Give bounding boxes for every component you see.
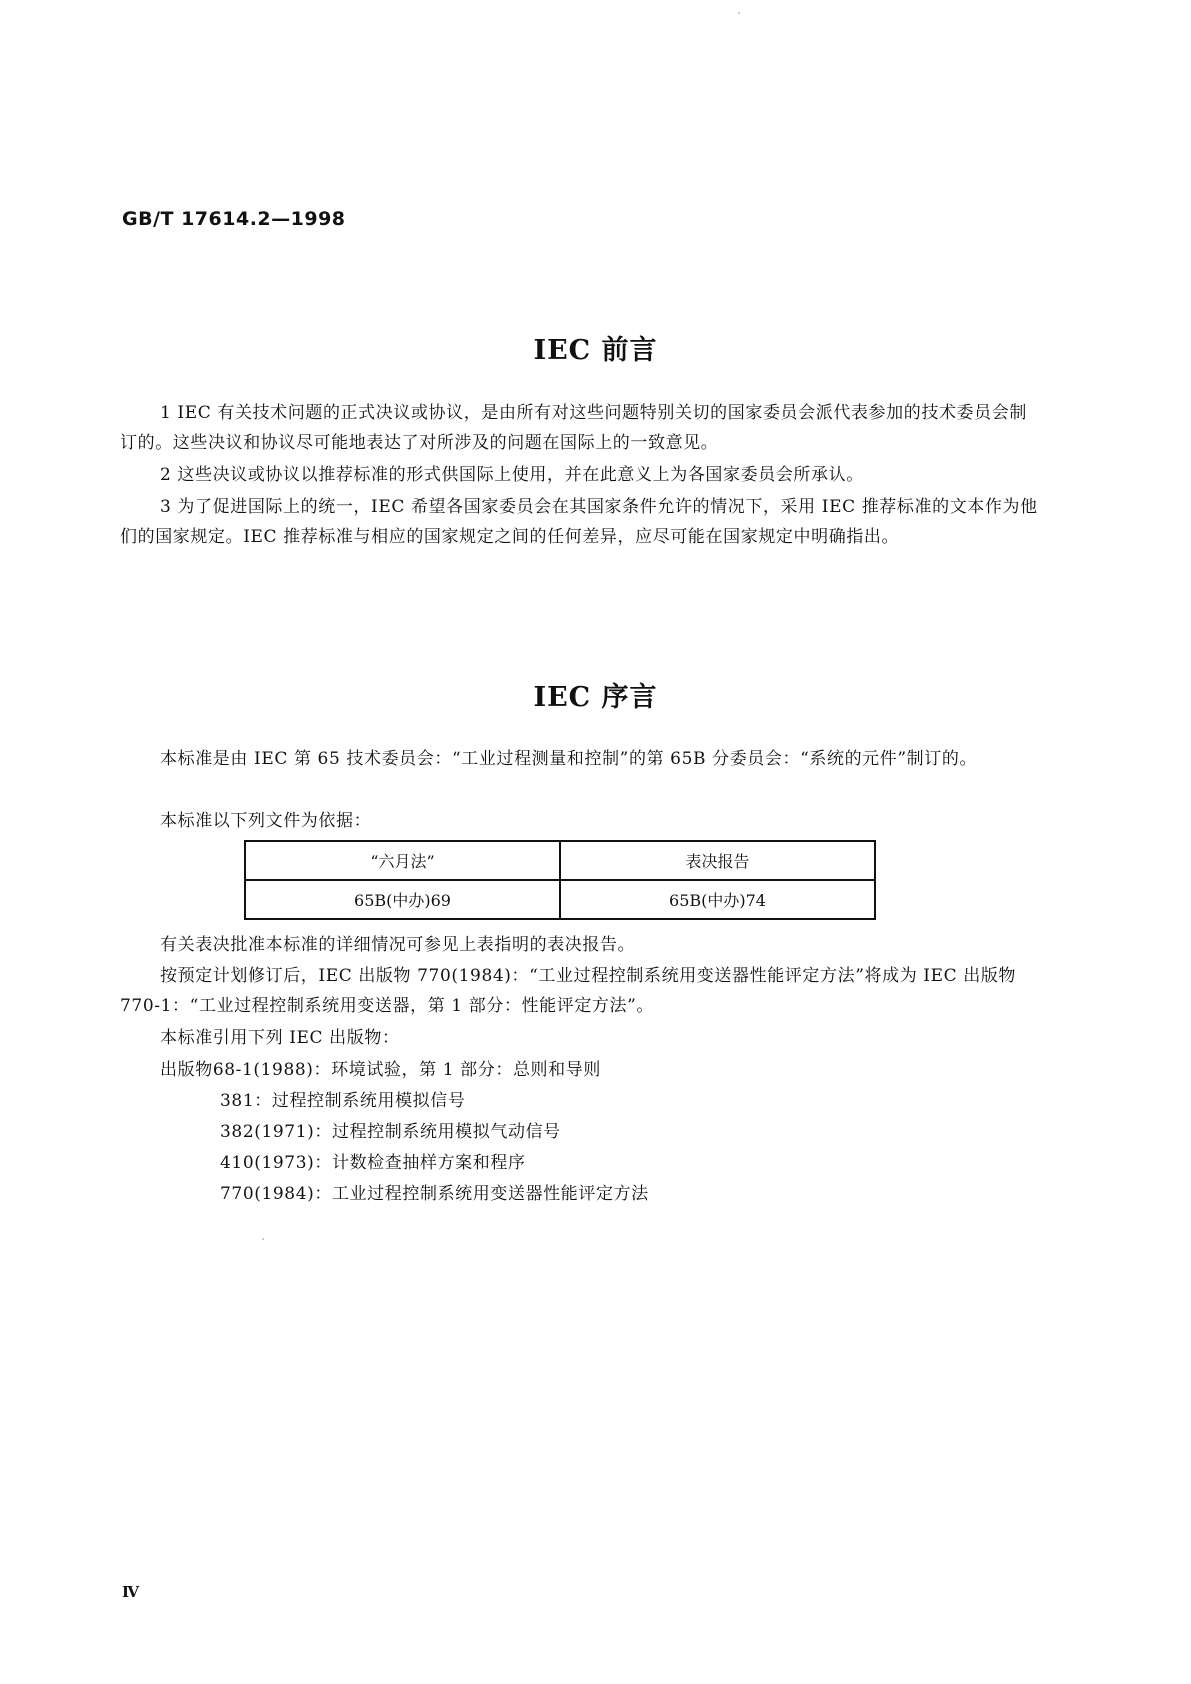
foreword-paragraph-1: 1 IEC 有关技术问题的正式决议或协议，是由所有对这些问题特别关切的国家委员会派代表参加的技术委员会制订的。这些决议和协议尽可能地表达了对所涉及的问题在国际上的一致意见。 — [120, 403, 1027, 453]
documents-table — [244, 840, 876, 920]
preface-intro: 本标准是由 IEC 第 65 技术委员会：“工业过程测量和控制”的第 65B 分委员会：“系统的元件”制订的。 — [160, 749, 978, 769]
scan-speck — [738, 12, 740, 14]
references-intro: 本标准引用下列 IEC 出版物： — [160, 1028, 400, 1048]
table-header-cell: “六月法” — [245, 841, 560, 880]
list-item — [160, 1055, 649, 1086]
foreword-paragraph-3: 3 为了促进国际上的统一，IEC 希望各国家委员会在其国家条件允许的情况下，采用 IEC 推荐标准的文本作为他们的国家规定。IEC 推荐标准与相应的国家规定之间的任何差异，应尽可能在国家规定中明确指出。 — [120, 497, 1038, 547]
publication-entry: 410(1973)：计数检查抽样方案和程序 — [220, 1153, 526, 1173]
publications-list — [160, 1055, 649, 1210]
table-header-row — [245, 841, 875, 880]
foreword-paragraph-2: 2 这些决议或协议以推荐标准的形式供国际上使用，并在此意义上为各国家委员会所承认。 — [160, 465, 864, 485]
table-header-cell: 表决报告 — [560, 841, 875, 880]
publication-entry: 68-1(1988)：环境试验，第 1 部分：总则和导则 — [212, 1060, 601, 1080]
preface-basis-text: 本标准以下列文件为依据： — [160, 811, 372, 831]
list-item — [160, 1179, 649, 1210]
publication-entry: 381：过程控制系统用模拟信号 — [220, 1091, 466, 1111]
list-item — [160, 1117, 649, 1148]
publications-label: 出版物 — [160, 1060, 213, 1080]
page-number: Ⅳ — [122, 1583, 140, 1601]
scan-speck — [262, 1238, 264, 1240]
table-cell: 65B(中办)74 — [560, 880, 875, 919]
preface-title: IEC 序言 — [533, 682, 658, 713]
standard-code: GB/T 17614.2—1998 — [122, 208, 346, 230]
revision-paragraph: 按预定计划修订后，IEC 出版物 770(1984)：“工业过程控制系统用变送器性能评定方法”将成为 IEC 出版物 770-1：“工业过程控制系统用变送器，第 1 部分：性能评定方法”。 — [120, 966, 1017, 1016]
publication-entry: 770(1984)：工业过程控制系统用变送器性能评定方法 — [220, 1184, 649, 1204]
publication-entry: 382(1971)：过程控制系统用模拟气动信号 — [220, 1122, 561, 1142]
voting-note: 有关表决批准本标准的详细情况可参见上表指明的表决报告。 — [160, 935, 636, 955]
foreword-title: IEC 前言 — [533, 335, 658, 366]
table-row — [245, 880, 875, 919]
list-item — [160, 1148, 649, 1179]
list-item — [160, 1086, 649, 1117]
table-cell: 65B(中办)69 — [245, 880, 560, 919]
